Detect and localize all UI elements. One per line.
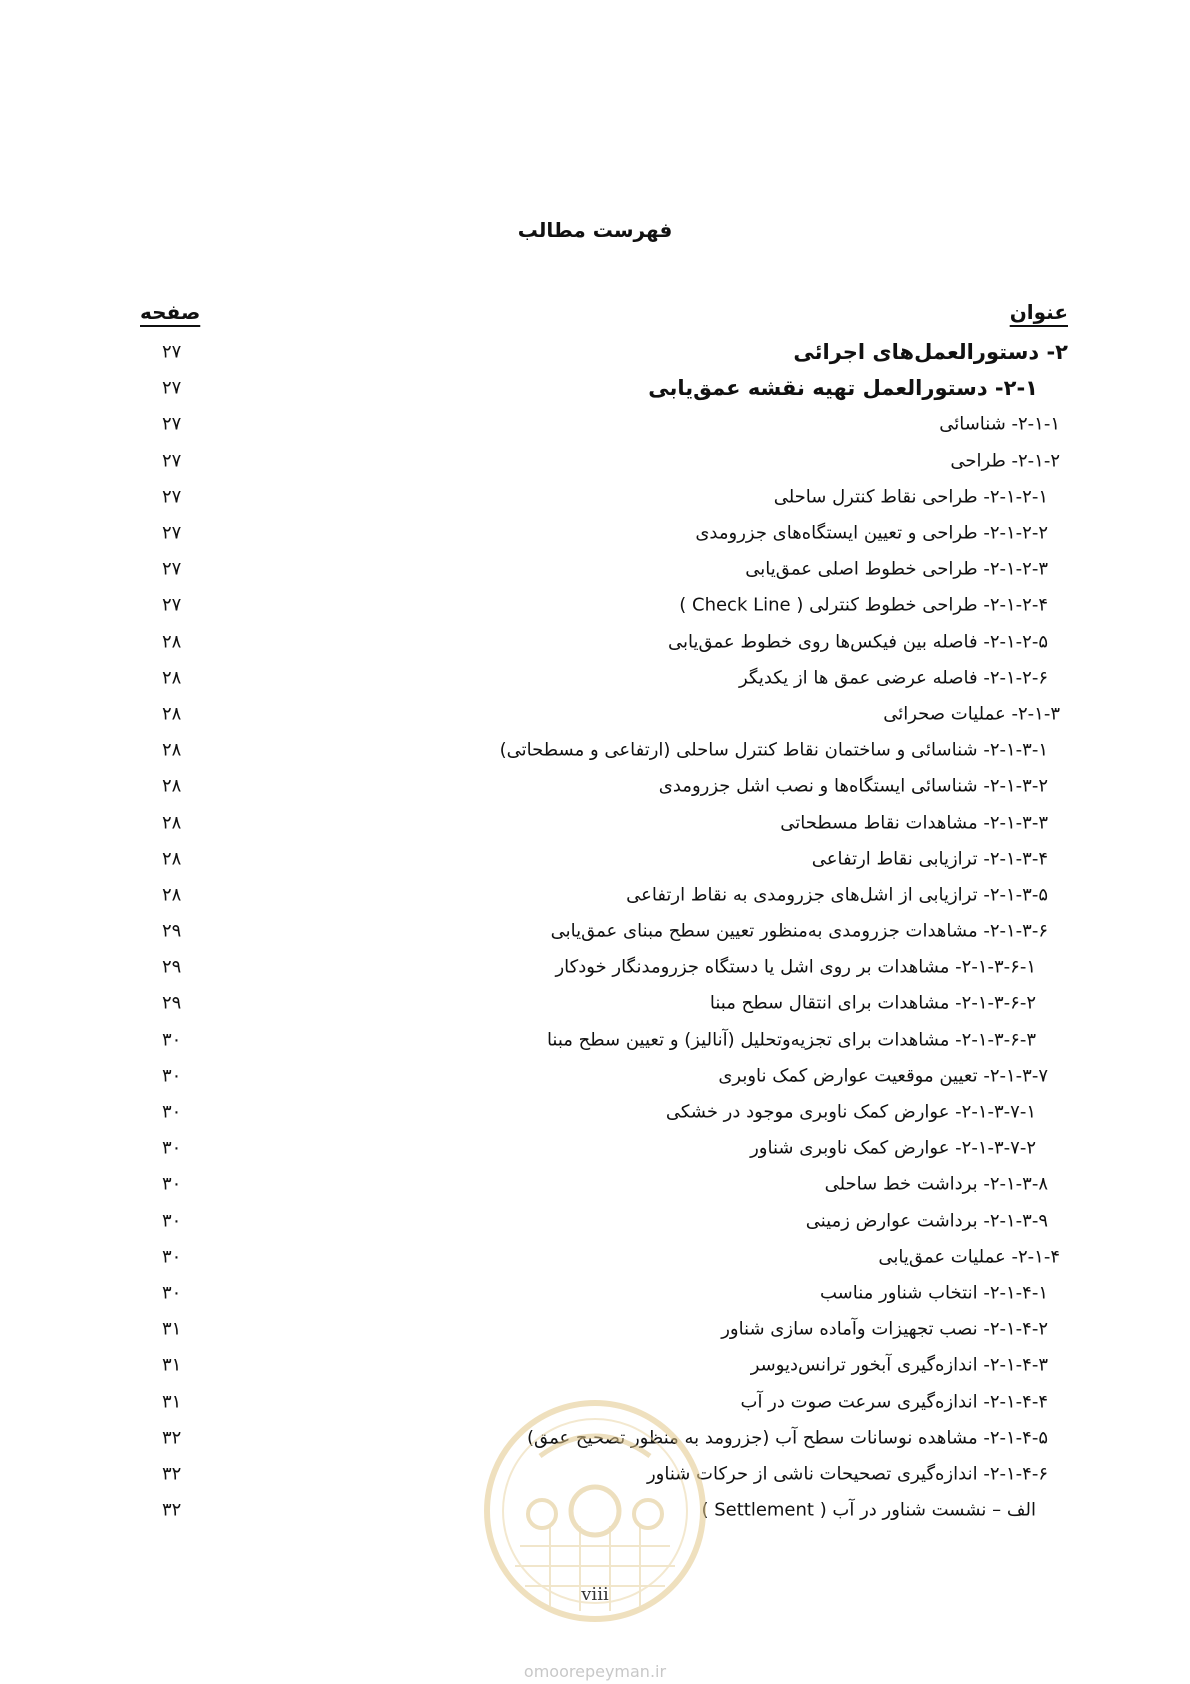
toc-entry-title: ۲-۱-۲-۵- فاصله بین فیکس‌ها روی خطوط عمق‌یابی	[667, 631, 1048, 653]
toc-entry	[140, 1456, 1068, 1492]
toc-entry	[140, 1203, 1068, 1239]
toc-entry-page: ۳۲	[162, 1499, 182, 1521]
page-title: فهرست مطالب	[517, 218, 673, 242]
toc-entry	[140, 479, 1068, 515]
toc-entry-title: ۲-۱-۴-۲- نصب تجهیزات وآماده سازی شناور	[721, 1318, 1048, 1340]
column-page-label: صفحه	[140, 300, 201, 324]
toc-entry	[140, 1383, 1068, 1419]
toc-entry-title: ۲-۱-۲- طراحی	[950, 450, 1060, 472]
toc-entry-page: ۲۸	[162, 848, 182, 870]
toc-entry-page: ۲۸	[162, 775, 182, 797]
toc-entry	[140, 877, 1068, 913]
toc-entry-page: ۳۱	[162, 1354, 182, 1376]
toc-entry	[140, 1311, 1068, 1347]
toc-entry	[140, 1130, 1068, 1166]
toc-entry-page: ۳۰	[162, 1210, 182, 1232]
toc-entry-page: ۲۸	[162, 812, 182, 834]
footer-page-number: viii	[581, 1584, 609, 1605]
toc-entry	[140, 732, 1068, 768]
toc-entry	[140, 1347, 1068, 1383]
toc-entry-title: ۲-۱-۳-۸- برداشت خط ساحلی	[824, 1173, 1048, 1195]
toc-entry-title: ۲-۱-۳-۶-۲- مشاهدات برای انتقال سطح مبنا	[709, 992, 1036, 1014]
toc-entry-page: ۲۷	[162, 558, 182, 580]
toc-entry-page: ۲۸	[162, 739, 182, 761]
toc-entry-title: ۲-۱-۳-۲- شناسائی ایستگاه‌ها و نصب اشل جزرومدی	[658, 775, 1048, 797]
toc-entry	[140, 841, 1068, 877]
toc-entry	[140, 1058, 1068, 1094]
toc-entry-page: ۲۷	[162, 413, 182, 435]
toc-entry-title: ۲-۱-۲-۱- طراحی نقاط کنترل ساحلی	[773, 486, 1048, 508]
toc-entry	[140, 1492, 1068, 1528]
toc-entry-title: ۲-۱-۳-۷-۲- عوارض کمک ناوبری شناور	[750, 1137, 1036, 1159]
toc-entry-page: ۲۷	[162, 450, 182, 472]
toc-entry	[140, 660, 1068, 696]
toc-entry-title: ۲-۱-۴-۴- اندازه‌گیری سرعت صوت در آب	[740, 1391, 1048, 1413]
toc-header	[140, 300, 1068, 334]
toc-entry-page: ۲۸	[162, 884, 182, 906]
toc-entry	[140, 1166, 1068, 1202]
toc-entry-title: ۲-۱-۳-۴- ترازیابی نقاط ارتفاعی	[811, 848, 1048, 870]
toc-entry-title: ۲-۱-۴-۵- مشاهده نوسانات سطح آب (جزرومد به منظور تصحیح عمق)	[527, 1427, 1048, 1449]
toc-entry	[140, 443, 1068, 479]
toc-entry-page: ۳۱	[162, 1318, 182, 1340]
toc-entry-page: ۲۹	[162, 920, 182, 942]
toc-entry-title: الف – نشست شناور در آب ( Settlement )	[701, 1499, 1036, 1521]
toc-entry-title: ۲-۱-۱- شناسائی	[939, 413, 1060, 435]
toc-entry	[140, 515, 1068, 551]
toc-entry-page: ۳۰	[162, 1065, 182, 1087]
toc-entry-title: ۲-۱-۳-۱- شناسائی و ساختمان نقاط کنترل ساحلی (ارتفاعی و مسطحاتی)	[499, 739, 1048, 761]
toc-entry	[140, 406, 1068, 442]
toc-entry-title: ۲-۱- دستورالعمل تهیه نقشه عمق‌یابی	[648, 376, 1038, 401]
toc-entry	[140, 587, 1068, 623]
toc-entry	[140, 334, 1068, 370]
toc-entry-page: ۲۷	[162, 486, 182, 508]
toc-entry	[140, 1239, 1068, 1275]
toc-entry-title: ۲-۱-۲-۶- فاصله عرضی عمق ها از یکدیگر	[738, 667, 1048, 689]
toc-entry-page: ۲۷	[162, 377, 182, 399]
toc-entry-page: ۳۰	[162, 1173, 182, 1195]
toc-entry-title: ۲- دستورالعمل‌های اجرائی	[793, 340, 1068, 365]
toc-entry-title: ۲-۱-۴- عملیات عمق‌یابی	[878, 1246, 1060, 1268]
toc-entry-page: ۲۹	[162, 992, 182, 1014]
toc-entry-title: ۲-۱-۴-۱- انتخاب شناور مناسب	[819, 1282, 1048, 1304]
toc-entry-page: ۲۸	[162, 703, 182, 725]
watermark-site: omoorepeyman.ir	[523, 1662, 667, 1681]
toc-entry	[140, 913, 1068, 949]
toc-entry-page: ۲۷	[162, 341, 182, 363]
toc-entry	[140, 1275, 1068, 1311]
toc-entry-page: ۳۲	[162, 1463, 182, 1485]
toc-entry-title: ۲-۱-۳- عملیات صحرائی	[883, 703, 1060, 725]
toc-entry-page: ۲۷	[162, 594, 182, 616]
toc-entry	[140, 985, 1068, 1021]
toc-entry	[140, 696, 1068, 732]
toc-entry-page: ۳۰	[162, 1029, 182, 1051]
column-title-label: عنوان	[1009, 300, 1068, 324]
toc-entry-title: ۲-۱-۲-۴- طراحی خطوط کنترلی ( Check Line )	[679, 594, 1048, 616]
toc-entry-page: ۳۰	[162, 1282, 182, 1304]
toc-entry-page: ۲۷	[162, 522, 182, 544]
toc-entry-title: ۲-۱-۲-۲- طراحی و تعیین ایستگاه‌های جزرومدی	[695, 522, 1048, 544]
toc-entry-page: ۳۱	[162, 1391, 182, 1413]
toc-entry	[140, 370, 1068, 406]
toc-entry	[140, 768, 1068, 804]
toc-entry-page: ۳۰	[162, 1101, 182, 1123]
toc-entry-page: ۲۹	[162, 956, 182, 978]
toc-entry	[140, 624, 1068, 660]
toc-entry-page: ۳۰	[162, 1137, 182, 1159]
toc-entry-title: ۲-۱-۳-۳- مشاهدات نقاط مسطحاتی	[780, 812, 1048, 834]
toc-entry-title: ۲-۱-۳-۶- مشاهدات جزرومدی به‌منظور تعیین سطح مبنای عمق‌یابی	[550, 920, 1048, 942]
toc-entry-title: ۲-۱-۲-۳- طراحی خطوط اصلی عمق‌یابی	[745, 558, 1048, 580]
toc-entry-page: ۲۸	[162, 667, 182, 689]
toc-entry-title: ۲-۱-۳-۵- ترازیابی از اشل‌های جزرومدی به نقاط ارتفاعی	[626, 884, 1048, 906]
toc-entry-title: ۲-۱-۴-۶- اندازه‌گیری تصحیحات ناشی از حرکات شناور	[646, 1463, 1048, 1485]
toc-entry	[140, 551, 1068, 587]
toc-entry	[140, 804, 1068, 840]
toc-entry	[140, 1022, 1068, 1058]
toc-entry-page: ۳۰	[162, 1246, 182, 1268]
toc-entry-title: ۲-۱-۳-۶-۱- مشاهدات بر روی اشل یا دستگاه جزرومدنگار خودکار	[555, 956, 1036, 978]
toc-entry-title: ۲-۱-۳-۷-۱- عوارض کمک ناوبری موجود در خشکی	[665, 1101, 1036, 1123]
toc-entry	[140, 1420, 1068, 1456]
toc-entry-title: ۲-۱-۳-۷- تعیین موقعیت عوارض کمک ناوبری	[718, 1065, 1048, 1087]
toc-entry	[140, 1094, 1068, 1130]
toc-entry-title: ۲-۱-۴-۳- اندازه‌گیری آبخور ترانس‌دیوسر	[750, 1354, 1048, 1376]
toc-entry-page: ۲۸	[162, 631, 182, 653]
toc-entry	[140, 949, 1068, 985]
toc-entry-title: ۲-۱-۳-۶-۳- مشاهدات برای تجزیه‌وتحلیل (آنالیز) و تعیین سطح مبنا	[546, 1029, 1036, 1051]
table-of-contents	[140, 334, 1068, 1528]
toc-entry-title: ۲-۱-۳-۹- برداشت عوارض زمینی	[805, 1210, 1048, 1232]
toc-entry-page: ۳۲	[162, 1427, 182, 1449]
